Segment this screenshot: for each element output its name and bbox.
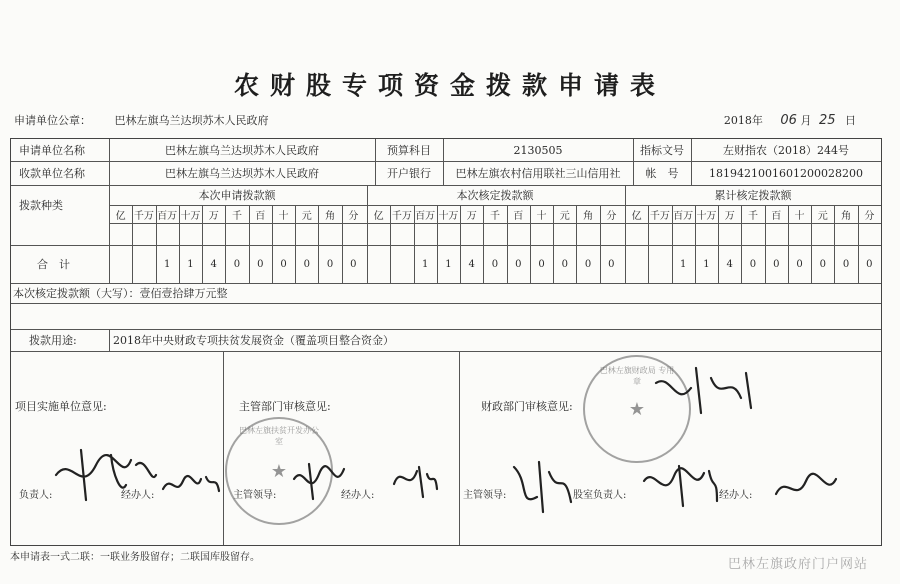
budget-subject-label: 预算科目 bbox=[387, 144, 431, 157]
digit-cell bbox=[648, 245, 671, 283]
digit-cell bbox=[109, 245, 132, 283]
digit-cell: 4 bbox=[468, 258, 475, 270]
digit-cell: 0 bbox=[866, 258, 873, 270]
unit-header: 千 bbox=[489, 210, 500, 222]
applicant-seal-value: 巴林左旗乌兰达坝苏木人民政府 bbox=[114, 114, 269, 127]
signature-fin-section bbox=[639, 461, 719, 511]
unit-header: 角 bbox=[841, 210, 852, 222]
digit-cell bbox=[132, 245, 155, 283]
digit-cell bbox=[625, 245, 648, 283]
unit-header: 元 bbox=[817, 210, 828, 222]
digit-cell bbox=[390, 245, 413, 283]
index-doc-label: 指标文号 bbox=[640, 144, 684, 157]
digit-cell: 1 bbox=[703, 258, 710, 270]
unit-header: 分 bbox=[864, 210, 875, 222]
approved-line bbox=[11, 283, 613, 303]
digit-cell: 0 bbox=[584, 258, 592, 270]
signature-handler bbox=[161, 469, 221, 499]
date-day: 25 bbox=[818, 113, 836, 128]
digit-cell: 0 bbox=[749, 258, 757, 270]
digit-cell: 1 bbox=[163, 258, 171, 270]
unit-header: 十万 bbox=[180, 210, 201, 222]
unit-header: 千 bbox=[231, 210, 242, 222]
digit-cell: 4 bbox=[210, 258, 217, 270]
digit-cell: 0 bbox=[819, 258, 826, 270]
digit-cell: 0 bbox=[350, 258, 357, 270]
usage-label: 拨款用途: bbox=[29, 334, 77, 347]
unit-header: 分 bbox=[606, 210, 617, 222]
date-year: 2018年 bbox=[723, 114, 763, 127]
finance-opinion-label: 财政部门审核意见: bbox=[481, 400, 573, 413]
digit-cell: 1 bbox=[421, 258, 429, 270]
unit-header: 万 bbox=[208, 210, 219, 222]
index-doc-value: 左财指农（2018）244号 bbox=[723, 144, 849, 157]
digit-cell: 0 bbox=[257, 258, 264, 270]
applicant-seal-line bbox=[14, 112, 269, 128]
fin-handler-label: 经办人: bbox=[719, 489, 753, 501]
unit-header: 角 bbox=[583, 210, 594, 222]
total-label: 合 计 bbox=[37, 258, 70, 271]
unit-header: 百万 bbox=[673, 210, 694, 222]
unit-header: 分 bbox=[348, 210, 359, 222]
stamp-star-icon: ★ bbox=[270, 460, 288, 482]
payee-value: 巴林左旗乌兰达坝苏木人民政府 bbox=[165, 167, 319, 180]
signature-finance-director bbox=[651, 363, 761, 423]
digit-cell: 1 bbox=[187, 258, 194, 270]
unit-header: 十万 bbox=[438, 210, 459, 222]
dept-opinion-label: 主管部门审核意见: bbox=[239, 400, 331, 413]
digit-cell: 0 bbox=[280, 258, 287, 270]
digit-cell: 0 bbox=[491, 258, 499, 270]
bank-value: 巴林左旗农村信用联社三山信用社 bbox=[455, 167, 621, 180]
unit-header: 万 bbox=[466, 210, 477, 222]
unit-header: 元 bbox=[559, 210, 570, 222]
unit-header: 亿 bbox=[631, 210, 642, 222]
digit-cell: 0 bbox=[538, 258, 545, 270]
unit-header: 亿 bbox=[373, 210, 384, 222]
unit-header: 百 bbox=[255, 210, 266, 222]
digit-cell: 1 bbox=[679, 258, 687, 270]
amount-group-label: 本次核定拨款额 bbox=[456, 189, 534, 202]
unit-header: 亿 bbox=[115, 210, 126, 222]
approved-label: 本次核定拨款额（大写）： bbox=[13, 287, 140, 300]
payee-label: 收款单位名称 bbox=[19, 167, 85, 180]
dept-leader-label: 主管领导: bbox=[233, 489, 277, 501]
unit-header: 元 bbox=[301, 210, 312, 222]
digit-cell: 0 bbox=[326, 258, 334, 270]
unit-header: 十 bbox=[278, 210, 289, 222]
project-unit-opinion-label: 项目实施单位意见: bbox=[15, 400, 107, 413]
unit-header: 十 bbox=[794, 210, 805, 222]
unit-header: 十 bbox=[536, 210, 547, 222]
budget-subject-value: 2130505 bbox=[513, 143, 563, 157]
form-grid bbox=[10, 138, 882, 546]
unit-header: 千 bbox=[747, 210, 758, 222]
unit-header: 万 bbox=[724, 210, 735, 222]
signature-responsible bbox=[51, 445, 161, 505]
digit-cell: 0 bbox=[303, 258, 310, 270]
account-label: 帐 号 bbox=[645, 167, 679, 180]
applicant-name-value: 巴林左旗乌兰达坝苏木人民政府 bbox=[165, 144, 319, 157]
form-title: 农财股专项资金拨款申请表 bbox=[233, 71, 666, 100]
date-month: 06 bbox=[780, 113, 797, 128]
finance-stamp: ★ 巴林左旗财政局 专用章 bbox=[583, 355, 691, 463]
date-day-unit: 日 bbox=[845, 114, 856, 127]
applicant-seal-label: 申请单位公章： bbox=[14, 114, 91, 127]
unit-header: 百 bbox=[513, 210, 524, 222]
account-value: 1819421001601200028200 bbox=[709, 166, 863, 180]
unit-header: 角 bbox=[325, 210, 336, 222]
digit-cell: 0 bbox=[773, 258, 780, 270]
bank-label: 开户银行 bbox=[387, 167, 431, 180]
signature-fin-handler bbox=[771, 469, 841, 509]
dept-handler-label: 经办人: bbox=[341, 489, 375, 501]
date-line bbox=[724, 112, 856, 128]
dept-stamp: ★ 巴林左旗扶贫开发办公室 bbox=[225, 417, 333, 525]
digit-cell bbox=[367, 245, 390, 283]
usage-value: 2018年中央财政专项扶贫发展资金（覆盖项目整合资金） bbox=[113, 334, 394, 347]
unit-header: 千万 bbox=[391, 210, 412, 222]
digit-cell: 0 bbox=[561, 258, 568, 270]
unit-header: 十万 bbox=[696, 210, 717, 222]
digit-cell: 1 bbox=[445, 258, 452, 270]
unit-header: 千万 bbox=[649, 210, 670, 222]
applicant-name-label: 申请单位名称 bbox=[19, 144, 85, 157]
unit-header: 百 bbox=[771, 210, 782, 222]
type-label: 拨款种类 bbox=[19, 199, 63, 212]
signature-dept-leader bbox=[289, 459, 349, 505]
digit-cell: 4 bbox=[726, 258, 733, 270]
fin-section-label: 股室负责人: bbox=[573, 489, 627, 501]
amount-group-label: 本次申请拨款额 bbox=[198, 189, 276, 202]
digit-cell: 0 bbox=[608, 258, 615, 270]
digit-cell: 0 bbox=[515, 258, 522, 270]
digit-cell: 0 bbox=[796, 258, 803, 270]
footnote: 本申请表一式二联：一联业务股留存；二联国库股留存。 bbox=[10, 552, 260, 563]
amount-group-label: 累计核定拨款额 bbox=[714, 189, 792, 202]
stamp-star-icon: ★ bbox=[628, 398, 646, 420]
unit-header: 千万 bbox=[133, 210, 154, 222]
unit-header: 百万 bbox=[157, 210, 178, 222]
responsible-label: 负责人: bbox=[19, 489, 53, 501]
signature-dept-handler bbox=[389, 459, 439, 499]
watermark: 巴林左旗政府门户网站 bbox=[727, 557, 868, 572]
fin-leader-label: 主管领导: bbox=[463, 489, 507, 501]
signature-fin-leader bbox=[509, 457, 575, 517]
digit-cell: 0 bbox=[233, 258, 241, 270]
handler-label: 经办人: bbox=[121, 489, 155, 501]
date-month-unit: 月 bbox=[800, 114, 812, 127]
digit-cell: 0 bbox=[842, 258, 850, 270]
unit-header: 百万 bbox=[415, 210, 436, 222]
approved-value: 壹佰壹拾肆万元整 bbox=[139, 287, 228, 300]
